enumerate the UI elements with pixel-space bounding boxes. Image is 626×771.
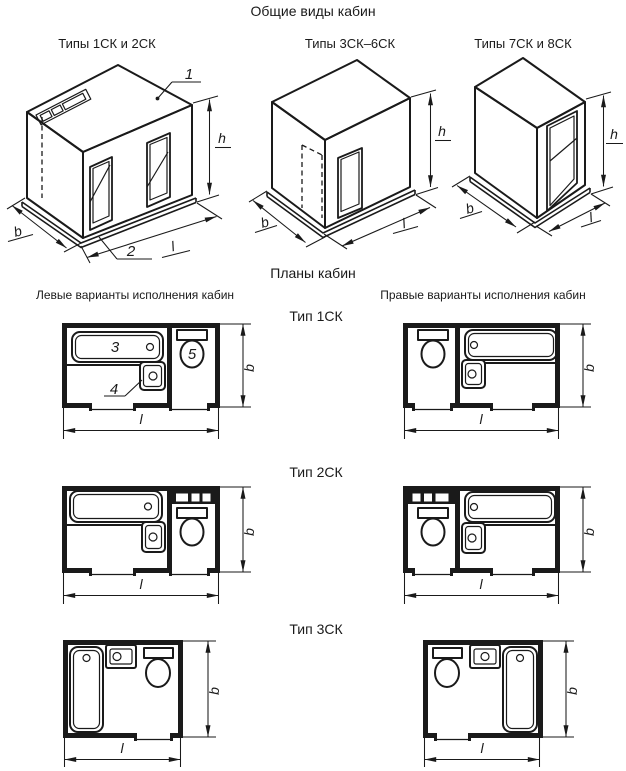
toilet-cistern: [144, 648, 173, 658]
dim-label-l: l: [479, 411, 483, 427]
dimension-l: [405, 408, 559, 439]
cabin-top-face: [475, 58, 585, 128]
toilet: [433, 648, 462, 687]
dim-label-l: l: [120, 740, 124, 756]
dimension-b: [220, 487, 257, 572]
dim-label-b: b: [241, 364, 257, 372]
walls: [423, 640, 543, 741]
bathtub: [70, 647, 103, 732]
toilet-cistern: [418, 508, 448, 518]
iso-view-types-7sk-8sk: [440, 55, 626, 265]
dim-label-h: h: [218, 130, 226, 146]
plan-type-2sk-left: [30, 475, 260, 610]
dim-label-b: b: [258, 213, 271, 231]
bathtub-drain: [145, 503, 152, 510]
door-opening: [547, 111, 577, 211]
walls: [63, 640, 183, 741]
type-label-1sk: Тип 1СК: [289, 308, 343, 324]
plan-type-1sk-left: [30, 310, 260, 445]
callout-1-label: 1: [184, 66, 194, 83]
dim-label-b: b: [241, 528, 257, 536]
cabin-front-face: [83, 105, 192, 238]
bathtub-drain: [471, 504, 478, 511]
vent-block: [172, 491, 215, 504]
washbasin: [142, 522, 165, 552]
toilet: [418, 508, 448, 546]
dim-label-l: l: [139, 411, 143, 427]
dimension-b: [7, 198, 83, 252]
bathtub: [465, 330, 557, 363]
toilet-bowl: [146, 659, 170, 687]
toilet-bowl: [422, 519, 445, 546]
toilet-cistern: [177, 330, 207, 340]
door-opening: [338, 148, 362, 218]
dimension-b: [560, 324, 597, 407]
dim-label-b: b: [11, 222, 24, 240]
bathtub: [465, 492, 555, 525]
plan-type-2sk-right: [390, 475, 620, 610]
vent-block: [408, 491, 455, 504]
toilet: [177, 508, 207, 546]
dim-label-l: l: [400, 215, 408, 232]
toilet-cistern: [418, 330, 448, 340]
iso-title-3: Типы 7СК и 8СК: [474, 36, 572, 51]
callout-2-base: [99, 237, 152, 260]
dim-label-h: h: [438, 123, 446, 139]
roof-vent-hatch: [36, 89, 91, 124]
dimension-h: [586, 92, 623, 194]
washbasin: [462, 523, 485, 553]
dimension-l: [425, 738, 540, 767]
dimension-h: [193, 96, 231, 202]
door-opening-left: [90, 157, 112, 230]
dimension-b: [220, 324, 257, 407]
dimension-b: [560, 487, 597, 572]
washbasin: [140, 362, 165, 390]
dimension-b: [543, 641, 580, 737]
toilet-bowl: [181, 519, 204, 546]
dim-label-b: b: [206, 687, 222, 695]
cabin-left-face: [272, 102, 325, 228]
bathtub-drain: [517, 655, 524, 662]
plan-type-3sk-right: [400, 630, 626, 771]
plans-title: Планы кабин: [270, 265, 356, 281]
type-label-3sk: Тип 3СК: [289, 621, 343, 637]
callout-4-label: 4: [109, 381, 119, 398]
toilet: [418, 330, 448, 368]
iso-view-types-3sk-6sk: [240, 55, 450, 265]
toilet: [144, 648, 173, 687]
dimension-l: [64, 408, 219, 439]
right-column-header: Правые варианты исполнения кабин: [380, 288, 586, 302]
dimension-b: [183, 641, 222, 737]
dim-label-b: b: [581, 528, 597, 536]
type-label-2sk: Тип 2СК: [289, 464, 343, 480]
door-opening-right: [147, 133, 170, 207]
dim-label-b: b: [564, 687, 580, 695]
plan-type-1sk-right: [390, 310, 620, 445]
dim-label-b: b: [581, 364, 597, 372]
hidden-door-dashed: [302, 145, 322, 218]
washbasin: [470, 645, 500, 668]
toilet-bowl: [422, 341, 445, 368]
dimension-b: [452, 176, 535, 233]
toilet-bowl: [435, 659, 459, 687]
bathtub: [503, 647, 537, 732]
bathtub-drain: [83, 655, 90, 662]
dim-label-b: b: [463, 199, 476, 217]
left-column-header: Левые варианты исполнения кабин: [35, 288, 235, 302]
cabin-left-face: [475, 87, 537, 218]
bathtub: [67, 491, 162, 525]
toilet-cistern: [177, 508, 207, 518]
iso-title-1: Типы 1СК и 2СК: [58, 36, 156, 51]
iso-title-2: Типы 3СК–6СК: [304, 36, 396, 51]
callout-1-roof-panel: [156, 66, 201, 100]
cabin-left-face: [27, 112, 83, 238]
callout-3-label: 3: [110, 339, 120, 356]
cabin-top-face: [272, 60, 410, 140]
callout-2-label: 2: [126, 243, 136, 260]
washbasin: [462, 360, 485, 388]
bathtub-drain: [471, 342, 478, 349]
dim-label-l: l: [139, 576, 143, 592]
iso-view-types-1sk-2sk: [0, 55, 240, 265]
dim-label-l: l: [169, 238, 177, 255]
dim-label-h: h: [610, 126, 618, 142]
dim-label-l: l: [479, 576, 483, 592]
dimension-l: [64, 573, 219, 604]
plan-type-3sk-left: [30, 630, 260, 771]
dim-label-l: l: [480, 740, 484, 756]
callout-5-label: 5: [187, 346, 197, 363]
dim-label-l: l: [587, 209, 595, 226]
bathtub-drain: [147, 344, 154, 351]
toilet-cistern: [433, 648, 462, 658]
washbasin: [106, 645, 136, 668]
page-title: Общие виды кабин: [250, 3, 376, 19]
dimension-l: [65, 738, 181, 767]
dimension-l: [405, 573, 559, 604]
callout-4-washbasin: [104, 380, 142, 398]
